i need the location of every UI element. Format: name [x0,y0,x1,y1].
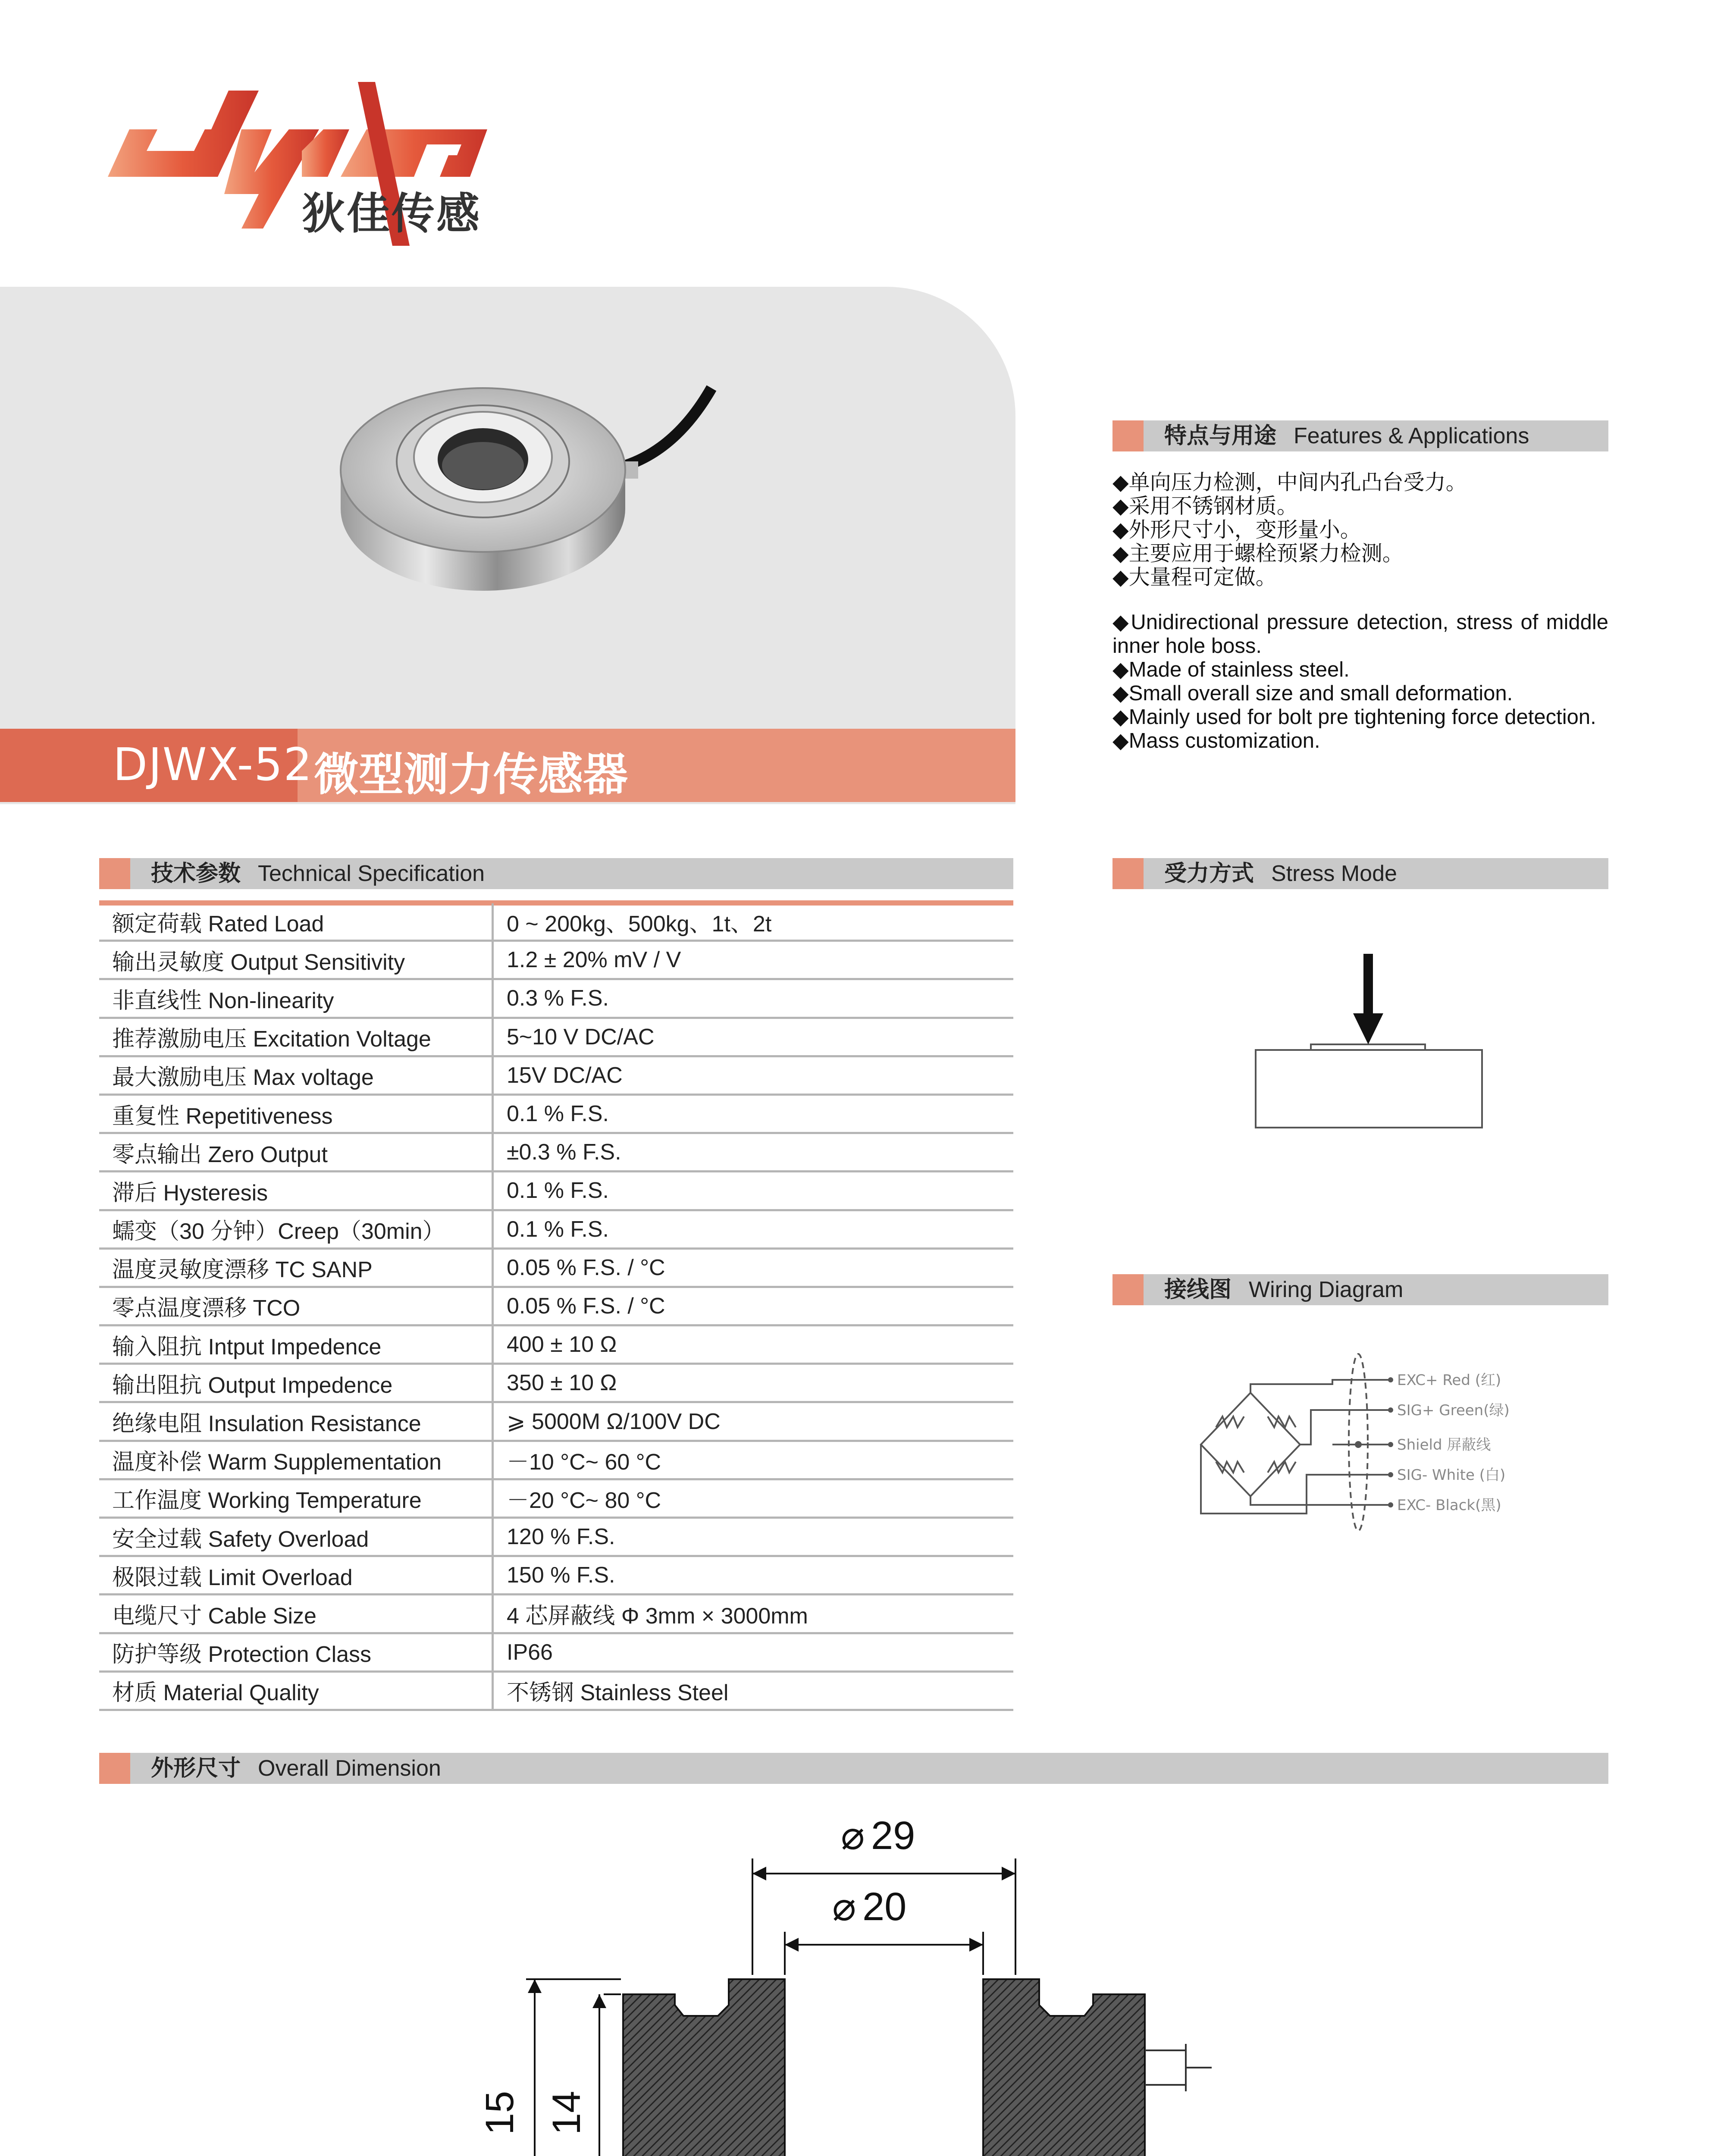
wiring-diagram [1199,1345,1552,1539]
spec-value: 0.1 % F.S. [493,1210,1014,1248]
feature-en: ◆ Mass customization. [1112,729,1608,753]
cable-stub [1145,2044,1212,2091]
spec-value: 150 % F.S. [493,1556,1014,1595]
section-left [623,1979,785,2156]
spec-value: IP66 [493,1633,1014,1671]
dim-total-height: 15 [478,2090,522,2135]
sensor-boss-outline [1311,1044,1425,1050]
spec-value: 0.1 % F.S. [493,1172,1014,1210]
spec-header-cn: 技术参数 [151,861,241,887]
table-row [99,979,1013,1018]
features-header-cn: 特点与用途 [1164,423,1277,449]
wire-label: SIG+ Green(绿) [1397,1402,1510,1419]
spec-value: －10 °C~ 60 °C [493,1441,1014,1479]
model-name: 微型测力传感器 [314,748,628,801]
spec-value: 350 ± 10 Ω [493,1364,1014,1402]
table-row [99,1556,1013,1595]
dimension-header-en: Overall Dimension [258,1756,441,1781]
table-row [99,1518,1013,1556]
dim-boss: 29 [871,1814,915,1858]
spec-label: 防护等级 Protection Class [99,1633,493,1671]
spec-label: 温度灵敏度漂移 TC SANP [99,1248,493,1287]
dimension-header-cn: 外形尺寸 [151,1755,241,1781]
spec-header-en: Technical Specification [258,861,485,886]
terminal-icon [1388,1377,1393,1382]
spec-label: 蠕变（30 分钟）Creep（30min） [99,1210,493,1248]
force-arrow-head-icon [1353,1013,1383,1044]
dimension-drawing [474,1802,1272,2156]
features-list-cn [1112,471,1608,589]
wire-label: EXC- Black(黑) [1397,1497,1501,1514]
feature-en: ◆ Small overall size and small deformation. [1112,682,1608,705]
stress-header [1112,858,1608,889]
spec-label: 滞后 Hysteresis [99,1172,493,1210]
feature-cn: ◆ 单向压力检测，中间内孔凸台受力。 [1112,471,1608,495]
diameter-symbol-icon: ⌀ [832,1885,856,1929]
table-row [99,1210,1013,1248]
spec-label: 安全过载 Safety Overload [99,1518,493,1556]
section-marker [1112,1274,1144,1305]
spec-label: 额定荷载 Rated Load [99,903,493,941]
feature-cn: ◆ 大量程可定做。 [1112,566,1608,589]
wire-sig-minus [1201,1445,1391,1514]
spec-value: 5~10 V DC/AC [493,1018,1014,1056]
spec-label: 最大激励电压 Max voltage [99,1056,493,1094]
terminal-icon [1388,1407,1393,1413]
spec-label: 工作温度 Working Temperature [99,1479,493,1517]
spec-label: 零点输出 Zero Output [99,1133,493,1172]
table-row [99,1441,1013,1479]
section-marker [99,858,130,889]
dim-body-height: 14 [545,2090,589,2135]
spec-label: 推荐激励电压 Excitation Voltage [99,1018,493,1056]
stress-header-cn: 受力方式 [1164,861,1254,887]
table-row [99,941,1013,979]
spec-label: 温度补偿 Warm Supplementation [99,1441,493,1479]
spec-table [99,903,1013,1711]
spec-value: 15V DC/AC [493,1056,1014,1094]
spec-label: 电缆尺寸 Cable Size [99,1595,493,1633]
table-row [99,1248,1013,1287]
wiring-header-cn: 接线图 [1164,1277,1232,1303]
spec-value: 不锈钢 Stainless Steel [493,1671,1014,1710]
spec-value: ±0.3 % F.S. [493,1133,1014,1172]
section-marker [1112,858,1144,889]
wire-sig-plus [1300,1410,1391,1445]
stress-mode-diagram [1250,949,1483,1138]
spec-label: 输出阻抗 Output Impedence [99,1364,493,1402]
force-arrow-shaft [1363,954,1373,1018]
wire-label: Shield 屏蔽线 [1397,1436,1491,1454]
spec-value: －20 °C~ 80 °C [493,1479,1014,1517]
table-row [99,1364,1013,1402]
terminal-icon [1388,1472,1393,1477]
table-row [99,903,1013,941]
table-row [99,1056,1013,1094]
spec-label: 重复性 Repetitiveness [99,1094,493,1133]
wire-exc-minus [1250,1496,1391,1505]
model-code: DJWX-52 [113,738,313,791]
table-row [99,1595,1013,1633]
brand-name-cn: 狄佳传感 [302,188,481,239]
spec-value: 0.3 % F.S. [493,979,1014,1018]
table-row [99,1287,1013,1325]
stress-header-en: Stress Mode [1271,861,1397,886]
table-row [99,1094,1013,1133]
dim-hole: 20 [862,1885,907,1929]
wiring-header [1112,1274,1608,1305]
spec-label: 输入阻抗 Intput Impedence [99,1326,493,1364]
terminal-icon [1388,1502,1393,1507]
spec-label: 材质 Material Quality [99,1671,493,1710]
spec-value: 400 ± 10 Ω [493,1326,1014,1364]
spec-value: 0 ~ 200kg、500kg、1t、2t [493,903,1014,941]
bridge-outline [1201,1393,1300,1496]
features-header [1112,420,1608,451]
table-row [99,1633,1013,1671]
table-row [99,1402,1013,1441]
spec-value: 1.2 ± 20% mV / V [493,941,1014,979]
terminal-icon [1355,1441,1362,1448]
table-row [99,1018,1013,1056]
section-right [983,1979,1145,2156]
wire-label: SIG- White (白) [1397,1467,1506,1484]
spec-value: 0.1 % F.S. [493,1094,1014,1133]
terminal-icon [1388,1442,1393,1447]
table-row [99,1133,1013,1172]
resistor-icon [1216,1416,1244,1427]
feature-en: ◆ Mainly used for bolt pre tightening force detection. [1112,705,1608,729]
feature-en: ◆ Made of stainless steel. [1112,658,1608,682]
spec-value: ⩾ 5000M Ω/100V DC [493,1402,1014,1441]
wire-label: EXC+ Red (红) [1397,1372,1501,1389]
feature-en: ◆ Unidirectional pressure detection, stress of middle inner hole boss. [1112,611,1608,658]
spec-label: 零点温度漂移 TCO [99,1287,493,1325]
spec-value: 120 % F.S. [493,1518,1014,1556]
dimension-header [99,1753,1608,1784]
spec-value: 4 芯屏蔽线 Φ 3mm × 3000mm [493,1595,1014,1633]
table-row [99,1671,1013,1710]
spec-header [99,858,1013,889]
feature-cn: ◆ 主要应用于螺栓预紧力检测。 [1112,542,1608,566]
product-photo [332,362,720,638]
feature-cn: ◆ 外形尺寸小，变形量小。 [1112,518,1608,542]
resistor-icon [1216,1462,1244,1473]
diameter-symbol-icon: ⌀ [841,1814,865,1858]
section-marker [1112,420,1144,451]
sensor-body-outline [1256,1050,1482,1128]
features-header-en: Features & Applications [1294,423,1529,448]
spec-label: 极限过载 Limit Overload [99,1556,493,1595]
table-row [99,1172,1013,1210]
spec-value: 0.05 % F.S. / °C [493,1287,1014,1325]
wire-exc-plus [1250,1380,1391,1393]
features-list-en [1112,611,1608,753]
spec-value: 0.05 % F.S. / °C [493,1248,1014,1287]
section-marker [99,1753,130,1784]
wiring-header-en: Wiring Diagram [1249,1277,1404,1302]
feature-cn: ◆ 采用不锈钢材质。 [1112,495,1608,518]
spec-label: 非直线性 Non-linearity [99,979,493,1018]
table-row [99,1479,1013,1517]
spec-label: 输出灵敏度 Output Sensitivity [99,941,493,979]
table-row [99,1326,1013,1364]
spec-label: 绝缘电阻 Insulation Resistance [99,1402,493,1441]
